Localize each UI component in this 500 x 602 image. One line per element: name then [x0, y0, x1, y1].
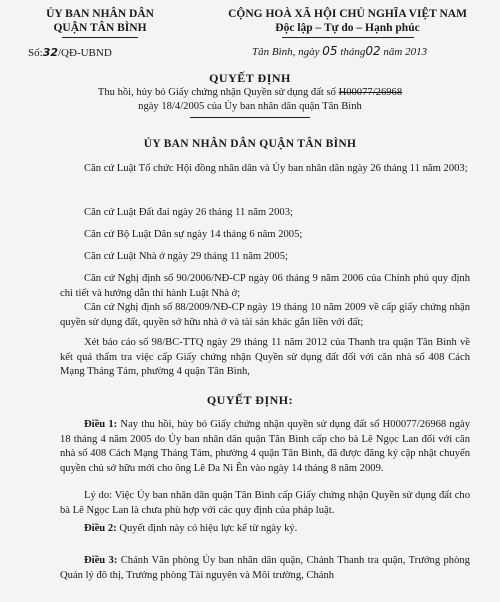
basis-4: Căn cứ Luật Nhà ở ngày 29 tháng 11 năm 2005; [84, 251, 288, 262]
motto-underline [282, 37, 414, 38]
date-month-label: tháng [340, 46, 366, 58]
decision-title: QUYẾT ĐỊNH [209, 71, 291, 85]
date-month-handwritten: 02 [365, 44, 381, 58]
number-handwritten: 32 [42, 46, 58, 59]
basis-5: Căn cứ Nghị định số 90/2006/NĐ-CP ngày 06 tháng 9 năm 2006 của Chính phủ quy định chi tiết và hướng dẫn thi hành Luật Nhà ở; [60, 273, 470, 299]
decision-subject-line2: ngày 18/4/2005 của Ủy ban nhân dân quận Tân Bình [138, 101, 362, 112]
article-2 [60, 522, 470, 537]
issuer-name-line1: ỦY BAN NHÂN DÂN [46, 8, 154, 20]
article-1-text: Nay thu hồi, hủy bỏ Giấy chứng nhận quyền sử dụng đất số H00077/26968 ngày 18 tháng 4 năm 2005 do Ủy ban nhân dân quận Tân Bình cấp cho bà Lê Ngọc Lan đối với căn nhà số 408 Cách Mạng Tháng Tám, phường 4 quận Tân Bình, đã được đăng ký cập nhật chuyển quyền chủ sở hữu mới cho ông Lê Da Ni Ên vào ngày 14 tháng 8 năm 2009. [60, 419, 470, 474]
basis-7: Xét báo cáo số 98/BC-TTQ ngày 29 tháng 11 năm 2012 của Thanh tra quận Tân Bình về kết quả thẩm tra việc cấp Giấy chứng nhận Quyền sử dụng đất đối với căn nhà số 408 Cách Mạng Tháng Tám, phường 4 quận Tân Bình, [60, 337, 470, 378]
basis-3: Căn cứ Bộ Luật Dân sự ngày 14 tháng 6 năm 2005; [84, 229, 303, 240]
decision-subject-line1 [0, 87, 500, 98]
article-1-label: Điều 1: [84, 419, 118, 430]
national-title: CỘNG HOÀ XÃ HỘI CHỦ NGHĨA VIỆT NAM [228, 8, 467, 20]
article-1 [60, 418, 470, 476]
authority-heading: ỦY BAN NHÂN DÂN QUẬN TÂN BÌNH [143, 138, 357, 150]
article-2-label: Điều 2: [84, 523, 117, 534]
subject-certificate-number: H00077/26968 [338, 87, 403, 98]
subject-text: Thu hồi, hủy bỏ Giấy chứng nhận Quyền sử dụng đất số [97, 87, 339, 98]
reason: Lý do: Việc Ủy ban nhân dân quận Tân Bình cấp Giấy chứng nhận Quyền sử dụng đất cho bà Lê Ngọc Lan là chưa phù hợp với các quy định của pháp luật. [60, 490, 470, 516]
national-motto: Độc lập – Tự do – Hạnh phúc [275, 22, 420, 34]
issuer-underline [62, 37, 138, 38]
article-3-label: Điều 3: [84, 555, 118, 566]
issuer-name-line2: QUẬN TÂN BÌNH [53, 22, 147, 34]
date-day-handwritten: 05 [322, 44, 338, 58]
date-prefix: Tân Bình, ngày [252, 46, 320, 58]
decision-heading: QUYẾT ĐỊNH: [206, 393, 294, 407]
number-suffix: /QĐ-UBND [58, 47, 112, 59]
basis-1: Căn cứ Luật Tổ chức Hội đồng nhân dân và Ủy ban nhân dân ngày 26 tháng 11 năm 2003; [84, 163, 468, 174]
issue-date [252, 44, 427, 58]
article-2-text: Quyết định này có hiệu lực kể từ ngày ký. [116, 523, 298, 534]
number-prefix: Số: [28, 47, 43, 59]
document-number [28, 46, 112, 59]
basis-2: Căn cứ Luật Đất đai ngày 26 tháng 11 năm 2003; [84, 207, 293, 218]
date-suffix: năm 2013 [383, 46, 428, 58]
article-3-text: Chánh Văn phòng Ủy ban nhân dân quận, Chánh Thanh tra quận, Trưởng phòng Quản lý đô thị, Trưởng phòng Tài nguyên và Môi trường, Chánh [60, 555, 470, 581]
basis-6: Căn cứ Nghị định số 88/2009/NĐ-CP ngày 19 tháng 10 năm 2009 về cấp giấy chứng nhận quyền sử dụng đất, quyền sở hữu nhà ở và tài sản khác gắn liền với đất; [60, 302, 470, 328]
subject-underline [190, 117, 310, 118]
article-3 [60, 554, 470, 583]
